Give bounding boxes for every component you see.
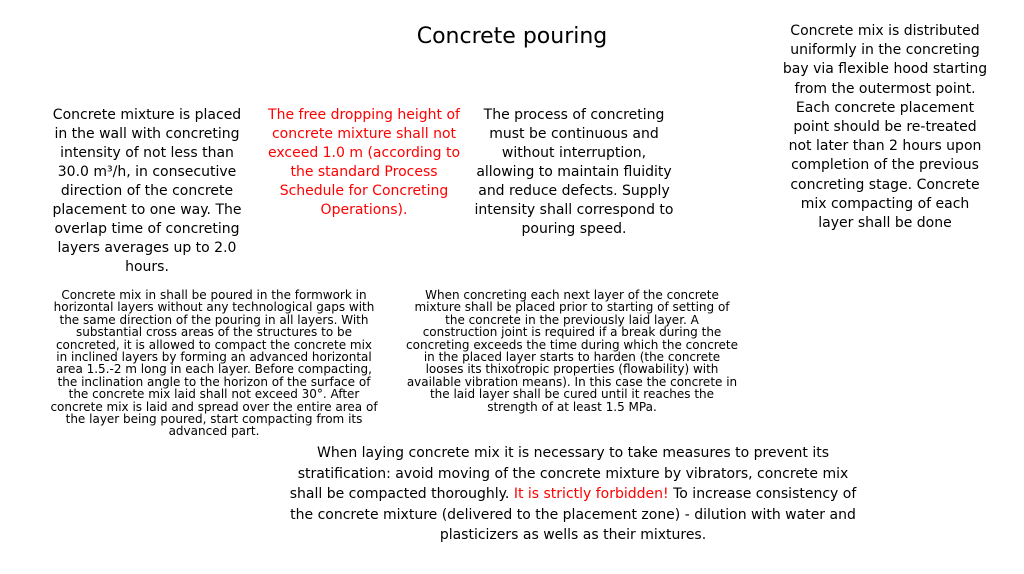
paragraph-dropping-height: The free dropping height of concrete mixture shall not exceed 1.0 m (according to the standard Process Schedule for Concreting Operations). [267, 107, 461, 218]
laying-warning: It is strictly forbidden! [513, 486, 669, 502]
paragraph-laying-concrete [286, 443, 860, 546]
paragraph-next-layer: When concreting each next layer of the concrete mixture shall be placed prior to starting of setting of the concrete in the previously laid layer. A construction joint is required if a break during the concreting exceeds the time during which the concrete in the placed layer starts to harden (the concrete looses its thixotropic properties (flowability) with available vibration means). In this case the concrete in the laid layer shall be cured until it reaches the strength of at least 1.5 MPa. [406, 288, 738, 414]
laying-text-part1: When laying concrete mix it is necessary to take measures to prevent its stratification: avoid moving of the concrete mixture by vibrators, concrete mix shall be compacted thoroughly. [289, 445, 849, 502]
paragraph-formwork-layers: Concrete mix in shall be poured in the formwork in horizontal layers without any technological gaps with the same direction of the pouring in all layers. With substantial cross areas of the structures to be concreted, it is allowed to compact the concrete mix in inclined layers by forming an advanced horizontal area 1.5.-2 m long in each layer. Before compacting, the inclination angle to the horizon of the surface of the concrete mix laid shall not exceed 30°. After concrete mix is laid and spread over the entire area of the layer being poured, start compacting from its advanced part. [50, 288, 378, 439]
slide-title: Concrete pouring [416, 24, 608, 49]
paragraph-mix-distributed: Concrete mix is distributed uniformly in the concreting bay via flexible hood starting from the outermost point. Each concrete placement point should be re-treated not later than 2 hours upon completion of the previous concreting stage. Concrete mix compacting of each layer shall be done [782, 23, 988, 232]
paragraph-continuous-process: The process of concreting must be continuous and without interruption, allowing to maintain fluidity and reduce defects. Supply intensity shall correspond to pouring speed. [474, 107, 674, 237]
laying-text-part2: To increase consistency of the concrete mixture (delivered to the placement zone) - dilution with water and plasticizers as wells as their mixtures. [290, 486, 857, 543]
paragraph-mixture-placed: Concrete mixture is placed in the wall with concreting intensity of not less than 30.0 m³/h, in consecutive direction of the concrete placement to one way. The overlap time of concreting layers averages up to 2.0 hours. [52, 107, 242, 275]
